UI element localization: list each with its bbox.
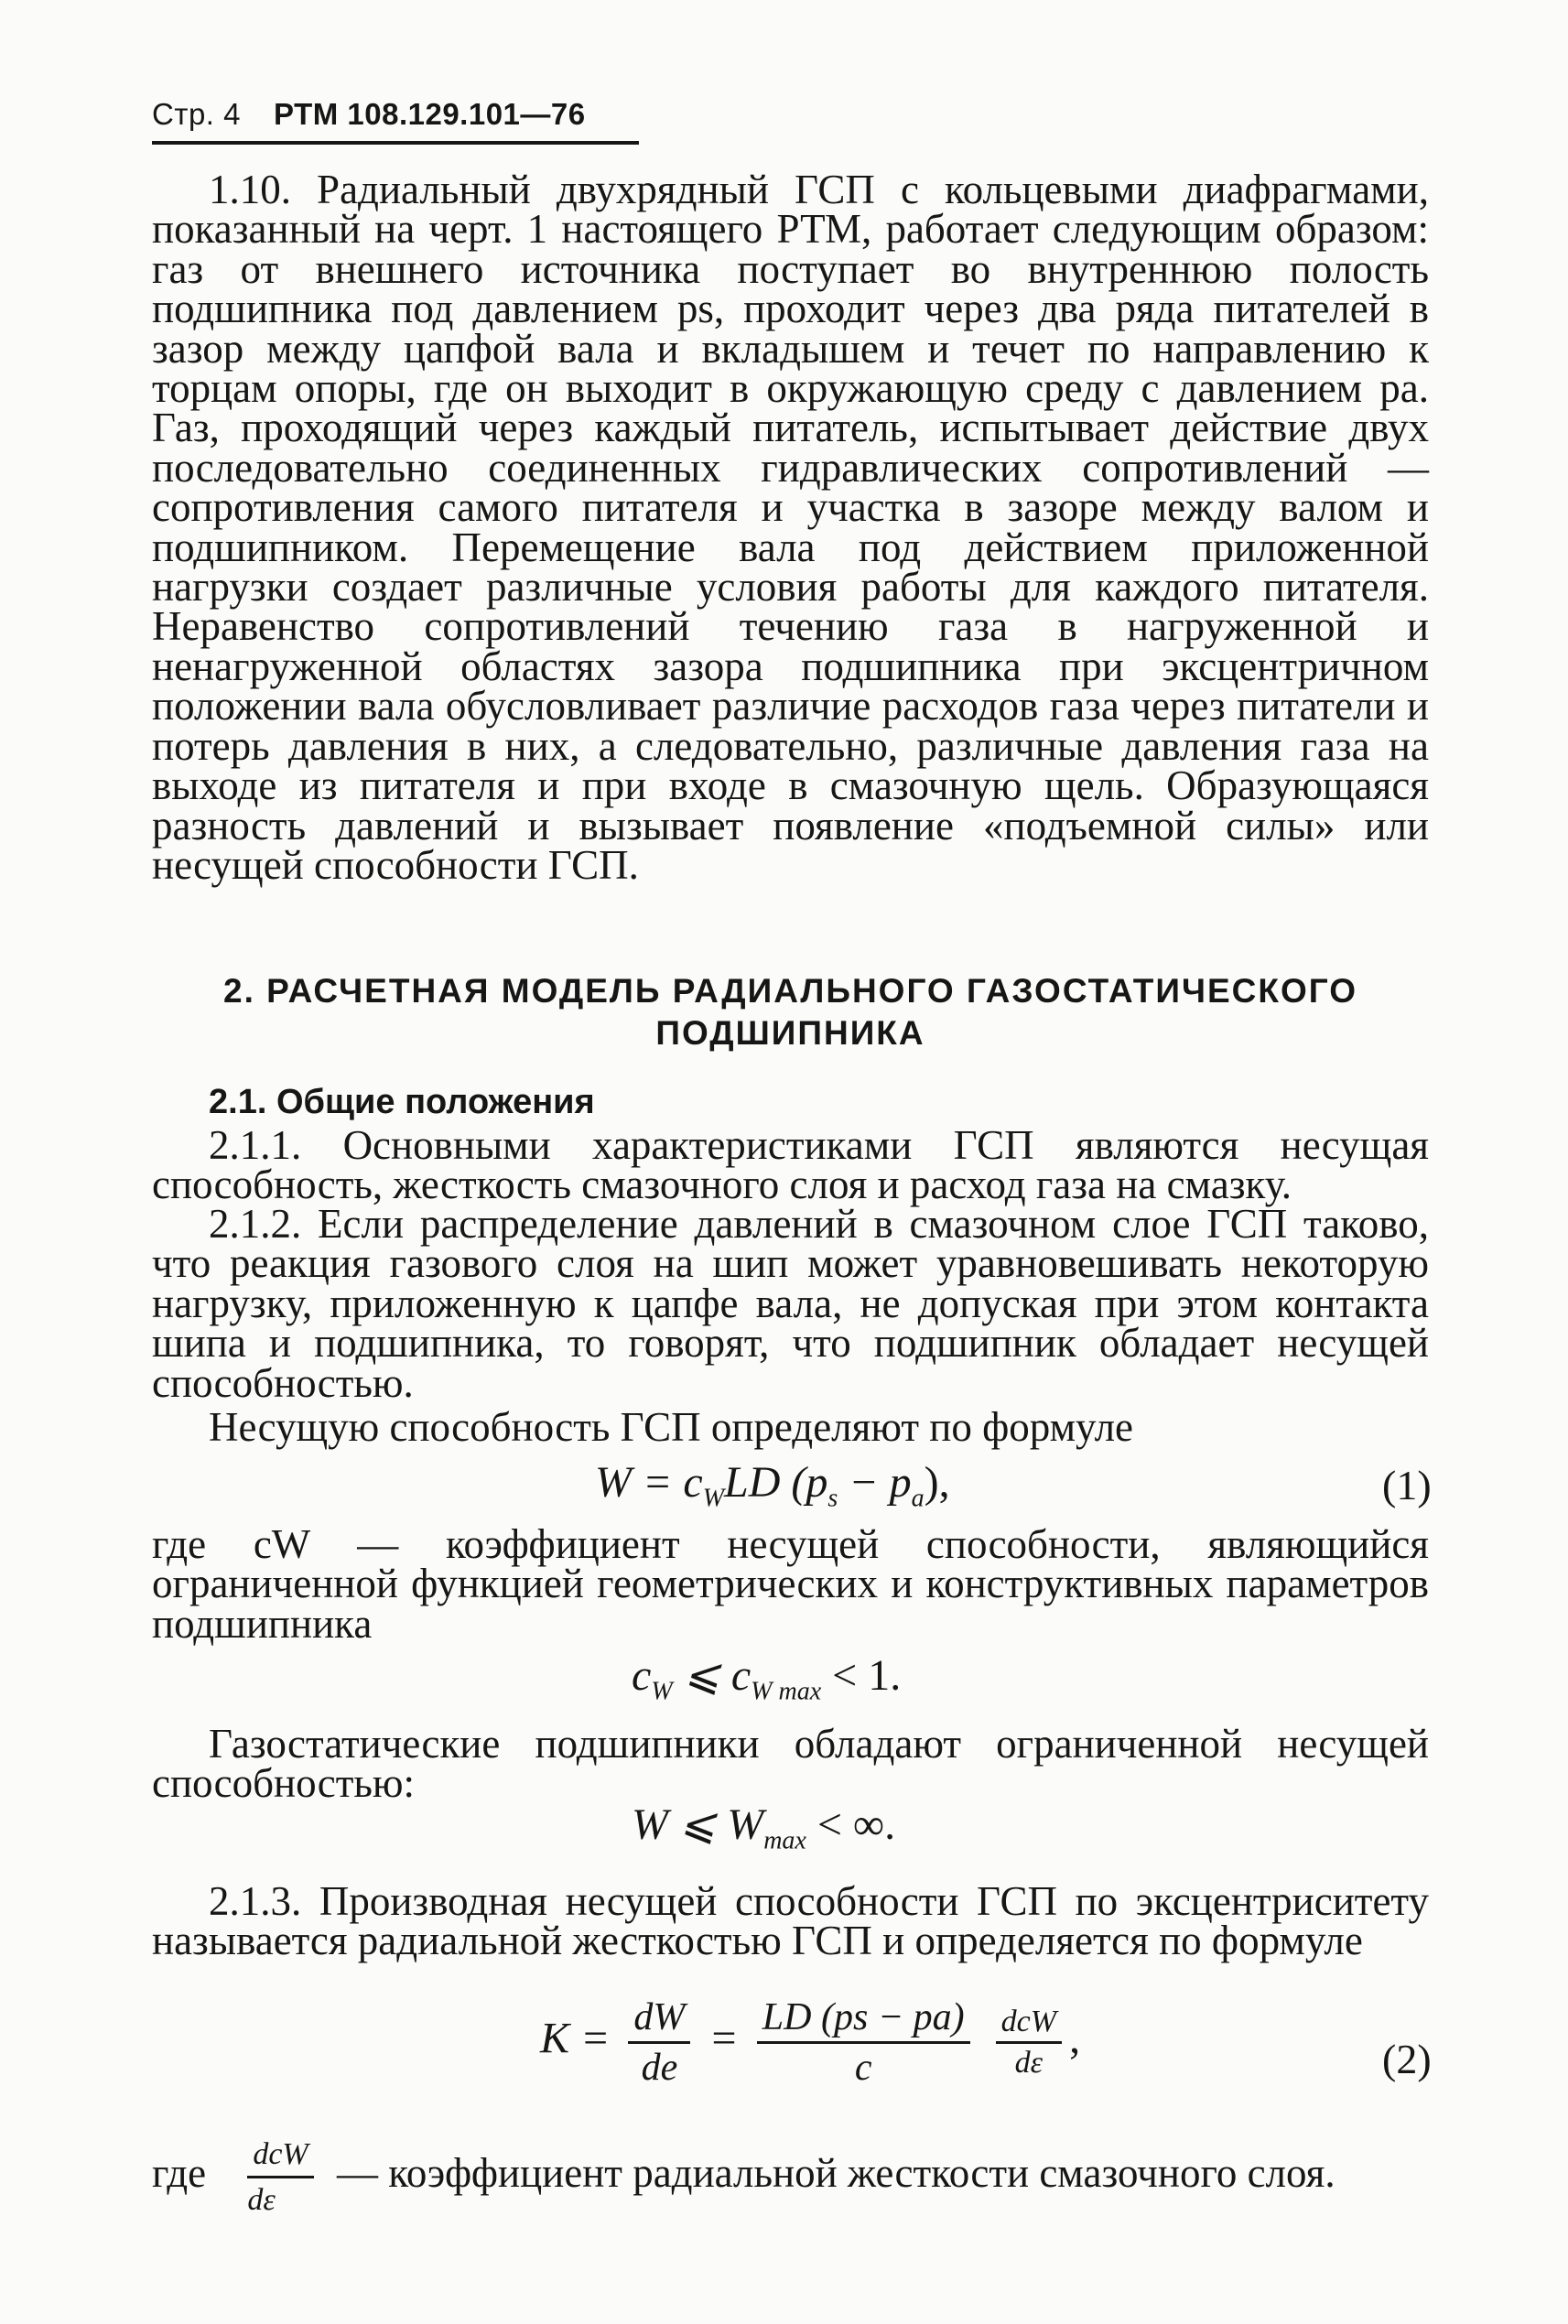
paragraph-where-stiffness: где $\frac{\text{dcW}}{d\varepsilon}$ — коэффициент радиальной жесткости смазочного слоя. — [152, 2135, 1429, 2221]
fraction-dcw-deps: $\frac{\text{dcW}}{d\varepsilon}$ — [996, 2005, 1062, 2081]
equation-number-1: (1) — [1382, 1462, 1432, 1508]
paragraph-1-10: 1.10. Радиальный двухрядный ГСП с кольцевыми диафрагмами, показанный на черт. 1 настоящего РТМ, работает следующим образом: газ от внешнего источника поступает во внутреннюю полость подшипника под давлением ps, проходит через два ряда питателей в зазор между цапфой вала и вкладышем и течет по направлению к торцам опоры, где он выходит в окружающую среду с давлением pa. Газ, проходящий через каждый питатель, испытывает действие двух последовательно соединенных гидравлических сопротивлений — сопротивления самого питателя и участка в зазоре между валом и подшипником. Перемещение вала под действием приложенной нагрузки создает различные условия работы для каждого питателя. Неравенство сопротивлений течению газа в нагруженной и ненагруженной областях зазора подшипника при эксцентричном положении вала обусловливает различие расходов газа через питатели и потерь давления в них, а следовательно, различные давления газа на выходе из питателя и при входе в смазочную щель. Образующаяся разность давлений и вызывает появление «подъемной силы» или несущей способности ГСП. — [152, 167, 1429, 888]
paragraph-gas-bearings: Газостатические подшипники обладают ограниченной несущей способностью: — [152, 1721, 1429, 1807]
equation-number-2: (2) — [1382, 2036, 1432, 2082]
inequality-w: W ⩽ $W_{max}$ < ∞. — [632, 1800, 896, 1855]
section-2-heading-line2: ПОДШИПНИКА — [655, 1014, 925, 1052]
formula-2: K = $\frac{dW}{de}$ = $\frac{LD (ps - pa)}{c}$ $\frac{\text{dcW}}{d\varepsilon}$ , — [540, 1996, 1081, 2089]
fraction-ld-c: $\frac{LD (ps - pa)}{c}$ — [757, 1995, 970, 2090]
page-number: Стр. 4 — [152, 97, 241, 131]
subsection-2-1-heading: 2.1. Общие положения — [209, 1083, 595, 1121]
formula-intro: Несущую способность ГСП определяют по формуле — [209, 1404, 1133, 1450]
fraction-dw-de: $\frac{dW}{de}$ — [628, 1995, 690, 2090]
paragraph-where-cw: где cW — коэффициент несущей способности, являющийся ограниченной функцией геометрических и конструктивных параметров подшипника — [152, 1521, 1429, 1647]
paragraph-2-1-3: 2.1.3. Производная несущей способности ГСП по эксцентриситету называется радиальной жесткостью ГСП и определяется по формуле — [152, 1878, 1429, 1964]
section-2-heading-line1: 2. РАСЧЕТНАЯ МОДЕЛЬ РАДИАЛЬНОГО ГАЗОСТАТИЧЕСКОГО — [223, 972, 1357, 1010]
fraction-dcw-deps-2: $\frac{\text{dcW}}{d\varepsilon}$ — [247, 2135, 313, 2221]
paragraph-2-1-1: 2.1.1. Основными характеристиками ГСП являются несущая способность, жесткость смазочного слоя и расход газа на смазку. — [152, 1122, 1429, 1208]
page-header — [152, 97, 639, 145]
section-2-heading — [152, 970, 1429, 1054]
document-code: РТМ 108.129.101—76 — [274, 97, 586, 131]
inequality-cw: $c_W$ ⩽ $c_{W max} < 1$. — [632, 1651, 902, 1706]
formula-1: $W = c_WLD$ $(p_s - p_a)$, — [595, 1458, 950, 1513]
paragraph-2-1-2: 2.1.2. Если распределение давлений в смазочном слое ГСП таково, что реакция газового слоя на шип может уравновешивать некоторую нагрузку, приложенную к цапфе вала, не допуская при этом контакта шипа и подшипника, то говорят, что подшипник обладает несущей способностью. — [152, 1201, 1429, 1406]
